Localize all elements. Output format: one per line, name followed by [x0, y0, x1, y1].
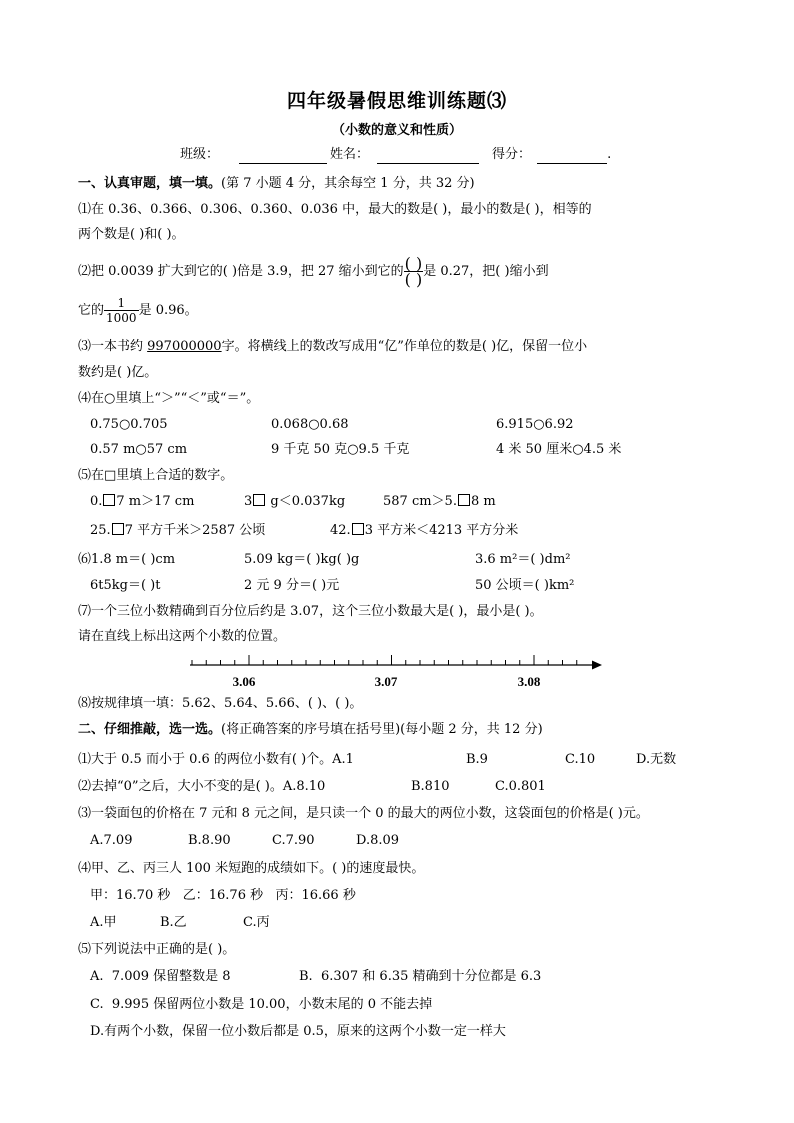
q8-line: ⑻按规律填一填：5.62、5.64、5.66、( )、( )。	[78, 696, 363, 711]
option: C.丙	[243, 915, 270, 930]
option: A.7.09	[90, 833, 133, 848]
q5-item: 42. 3 平方米＜4213 平方分米	[330, 523, 519, 538]
q5-heading: ⑸在□里填上合适的数字。	[78, 468, 234, 483]
q5-item: 587 cm＞5. 8 m	[383, 494, 496, 509]
q4-item: 6.915○6.92	[496, 417, 574, 432]
q2-line2: 它的 $\frac{1}{1000}$ 是 0.96。	[78, 296, 198, 325]
q4-item: 0.57 m○57 cm	[90, 442, 188, 457]
option: B. 6.307 和 6.35 精确到十分位都是 6.3	[299, 969, 542, 984]
q2-line1: ⑵把 0.0039 扩大到它的( )倍是 3.9，把 27 缩小到它的 $\frac{( )}{( )}$ 是 0.27，把( )缩小到	[78, 254, 549, 289]
q6-item: ⑹1.8 m＝( )cm	[78, 552, 176, 567]
q4-item: 9 千克 50 克○9.5 千克	[271, 442, 410, 457]
s2-q2-stem: ⑵去掉“0”之后，大小不变的是( )。A.8.10	[78, 779, 326, 794]
option: A.1	[332, 752, 354, 767]
q1-line1: ⑴在 0.36、0.366、0.306、0.360、0.036 中，最大的数是( )，最小的数是( )，相等的	[78, 202, 592, 217]
q6-item: 2 元 9 分＝( )元	[244, 578, 340, 593]
score-field: 得分： .	[492, 147, 612, 162]
name-field	[330, 146, 479, 164]
q6-item: 5.09 kg＝( )kg( )g	[244, 552, 360, 567]
class-blank[interactable]	[239, 149, 327, 164]
option: D.8.09	[356, 833, 400, 848]
option: A. 7.009 保留整数是 8	[90, 969, 231, 984]
score-label: 得分：	[492, 147, 532, 162]
number-line	[180, 650, 610, 692]
q1-line2: 两个数是( )和( )。	[78, 227, 185, 242]
s2-q4-stem: ⑷甲、乙、丙三人 100 米短跑的成绩如下。( )的速度最快。	[78, 861, 425, 876]
page-title: 四年级暑假思维训练题⑶	[286, 90, 507, 112]
digit-box[interactable]	[112, 523, 124, 535]
s2-q1-stem: ⑴大于 0.5 而小于 0.6 的两位小数有( )个。A.1	[78, 752, 354, 767]
q7-line2: 请在直线上标出这两个小数的位置。	[78, 629, 287, 644]
number-line-arrow	[592, 661, 602, 670]
q6-item: 50 公顷＝( )km²	[475, 578, 575, 593]
tick-label: 3.08	[517, 674, 541, 689]
option: C.10	[565, 752, 596, 767]
option: C. 9.995 保留两位小数是 10.00，小数末尾的 0 不能去掉	[90, 997, 433, 1012]
q4-heading: ⑷在○里填上“＞”“＜”或“＝”。	[78, 391, 260, 406]
option: C.7.90	[272, 833, 315, 848]
class-field	[180, 146, 327, 164]
option: B.9	[466, 752, 488, 767]
page-subtitle: （小数的意义和性质）	[331, 123, 462, 138]
q4-item: 0.75○0.705	[90, 417, 168, 432]
option: A.8.10	[282, 779, 326, 794]
q3-line2: 数约是( )亿。	[78, 365, 158, 380]
section2-heading: 二、仔细推敲，选一选。(将正确答案的序号填在括号里)(每小题 2 分，共 12 分)	[78, 722, 543, 737]
fraction-one-thousandth: $\frac{1}{1000}$	[106, 296, 137, 325]
option: C.0.801	[495, 779, 546, 794]
digit-box[interactable]	[103, 494, 115, 506]
option: B.8.90	[188, 833, 231, 848]
q4-item: 0.068○0.68	[271, 417, 349, 432]
option: B.810	[411, 779, 450, 794]
s2-q3-stem: ⑶一袋面包的价格在 7 元和 8 元之间，是只读一个 0 的最大的两位小数，这袋面包的价格是( )元。	[78, 806, 649, 821]
s2-q5-stem: ⑸下列说法中正确的是( )。	[78, 942, 236, 957]
digit-box[interactable]	[352, 523, 364, 535]
digit-box[interactable]	[253, 494, 265, 506]
underlined-number: 997000000	[147, 339, 222, 354]
class-label: 班级：	[180, 147, 220, 162]
tick-label: 3.06	[232, 674, 256, 689]
name-blank[interactable]	[377, 149, 479, 164]
option: A.甲	[90, 915, 117, 930]
q5-item: 0. 7 m＞17 cm	[90, 494, 195, 509]
option: B.乙	[160, 915, 187, 930]
q3-line1: ⑶一本书约 997000000字。将横线上的数改写成用“亿”作单位的数是( )亿，保留一位小	[78, 339, 588, 354]
q6-item: 6t5kg＝( )t	[90, 578, 161, 593]
option: D.无数	[636, 752, 677, 767]
q5-item: 25. 7 平方千米＞2587 公顷	[90, 523, 266, 538]
digit-box[interactable]	[458, 494, 470, 506]
q5-item: 3 g＜0.037kg	[244, 494, 346, 509]
tick-label: 3.07	[374, 674, 398, 689]
race-results: 甲：16.70 秒 乙：16.76 秒 丙：16.66 秒	[90, 888, 356, 903]
q4-item: 4 米 50 厘米○4.5 米	[496, 442, 622, 457]
option: D.有两个小数，保留一位小数后都是 0.5，原来的这两个小数一定一样大	[90, 1024, 506, 1039]
number-line-ticks	[192, 655, 577, 665]
name-label: 姓名：	[330, 147, 370, 162]
score-blank[interactable]	[537, 149, 607, 164]
blank-fraction[interactable]: $\frac{( )}{( )}$	[404, 254, 423, 289]
q6-item: 3.6 m²＝( )dm²	[475, 552, 571, 567]
section1-heading: 一、认真审题，填一填。(第 7 小题 4 分，其余每空 1 分，共 32 分)	[78, 176, 475, 191]
q7-line1: ⑺一个三位小数精确到百分位后约是 3.07，这个三位小数最大是( )，最小是( )。	[78, 604, 543, 619]
